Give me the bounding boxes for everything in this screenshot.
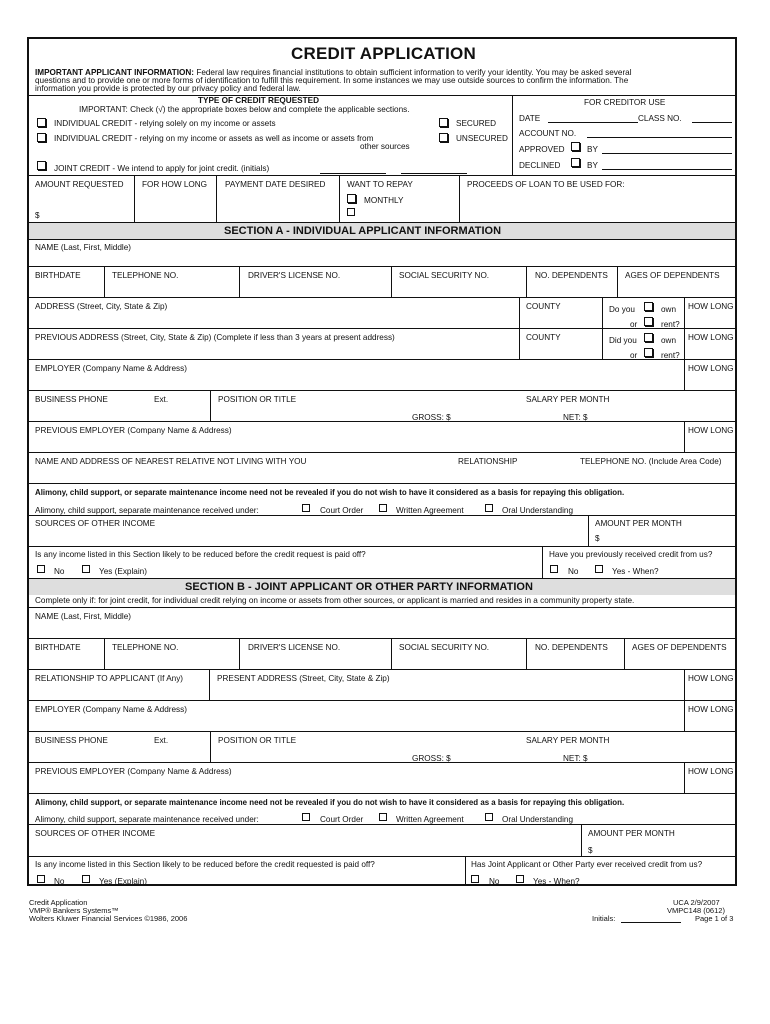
a-net-label: NET: $ <box>563 413 588 422</box>
a-written-agreement-checkbox[interactable] <box>379 504 387 512</box>
a-prev-address-label: PREVIOUS ADDRESS (Street, City, State & Zip) (Complete if less than 3 years at present address) <box>35 333 395 342</box>
a-received-under-label: Alimony, child support, separate maintenance received under: <box>35 506 259 515</box>
section-b-heading: SECTION B - JOINT APPLICANT OR OTHER PARTY INFORMATION <box>185 581 533 593</box>
other-sources-label: other sources <box>360 142 410 151</box>
b-relationship-label: RELATIONSHIP TO APPLICANT (If Any) <box>35 674 184 683</box>
joint-credit-checkbox[interactable] <box>37 161 46 170</box>
b-prev-credit-no-label: No <box>489 877 500 886</box>
footer-initials-field[interactable] <box>621 922 681 923</box>
b-telephone-label: TELEPHONE NO. <box>112 643 179 652</box>
b-prev-employer-how-long-label: HOW LONG <box>688 767 734 776</box>
a-position-label: POSITION OR TITLE <box>218 395 297 404</box>
form-title: CREDIT APPLICATION <box>291 44 476 63</box>
footer-form-code: VMPC148 (0612) <box>667 906 725 915</box>
b-note: Complete only if: for joint credit, for individual credit relying on income or assets from other sources, or applicant is married and resides in a community property state. <box>35 596 635 605</box>
a-rent-label: rent? <box>661 320 680 329</box>
a-employer-label: EMPLOYER (Company Name & Address) <box>35 364 187 373</box>
declined-label: DECLINED <box>519 161 561 170</box>
a-prev-or-label: or <box>630 351 638 360</box>
monthly-label: MONTHLY <box>364 196 404 205</box>
a-other-income-label: SOURCES OF OTHER INCOME <box>35 519 156 528</box>
credit-application-form <box>27 37 737 886</box>
a-prev-employer-label: PREVIOUS EMPLOYER (Company Name & Address) <box>35 426 232 435</box>
want-to-repay-label: WANT TO REPAY <box>347 180 413 189</box>
footer-version-date: UCA 2/9/2007 <box>673 898 720 907</box>
a-address-label: ADDRESS (Street, City, State & Zip) <box>35 302 168 311</box>
amount-requested-label: AMOUNT REQUESTED <box>35 180 124 189</box>
approved-by-field[interactable] <box>602 153 732 154</box>
initials-field-1[interactable] <box>320 173 386 174</box>
creditor-use-heading: FOR CREDITOR USE <box>584 98 666 107</box>
a-reduced-no-checkbox[interactable] <box>37 565 45 573</box>
approved-by-label: BY <box>587 145 598 154</box>
footer-publisher: VMP® Bankers Systems™ <box>29 906 119 915</box>
b-received-under-label: Alimony, child support, separate maintenance received under: <box>35 815 259 824</box>
b-prev-credit-yes-checkbox[interactable] <box>516 875 524 883</box>
date-field[interactable] <box>548 122 638 123</box>
a-birthdate-label: BIRTHDATE <box>35 271 81 280</box>
declined-checkbox[interactable] <box>571 158 580 167</box>
secured-label: SECURED <box>456 119 497 128</box>
b-address-how-long-label: HOW LONG <box>688 674 734 683</box>
a-reduced-yes-checkbox[interactable] <box>82 565 90 573</box>
a-gross-label: GROSS: $ <box>412 413 451 422</box>
date-label: DATE <box>519 114 541 123</box>
a-court-order-label: Court Order <box>320 506 364 515</box>
a-business-phone-label: BUSINESS PHONE <box>35 395 108 404</box>
b-reduced-question: Is any income listed in this Section likely to be reduced before the credit requested is paid off? <box>35 860 375 869</box>
declined-by-field[interactable] <box>602 169 732 170</box>
a-reduced-question: Is any income listed in this Section likely to be reduced before the credit request is paid off? <box>35 550 366 559</box>
b-prev-credit-yes-label: Yes - When? <box>533 877 580 886</box>
footer-page-number: Page 1 of 3 <box>695 914 734 923</box>
declined-by-label: BY <box>587 161 598 170</box>
b-reduced-yes-checkbox[interactable] <box>82 875 90 883</box>
a-prev-credit-no-label: No <box>568 567 579 576</box>
unsecured-checkbox[interactable] <box>439 133 448 142</box>
b-employer-label: EMPLOYER (Company Name & Address) <box>35 705 187 714</box>
a-dependents-label: NO. DEPENDENTS <box>535 271 608 280</box>
a-prev-how-long-label: HOW LONG <box>688 333 734 342</box>
a-did-you-label: Did you <box>609 336 637 345</box>
footer-copyright: Wolters Kluwer Financial Services ©1986, 2006 <box>29 914 188 923</box>
a-employer-how-long-label: HOW LONG <box>688 364 734 373</box>
a-relationship-label: RELATIONSHIP <box>458 457 518 466</box>
b-reduced-yes-label: Yes (Explain) <box>99 877 147 886</box>
amount-requested-dollar: $ <box>35 211 40 220</box>
footer-form-name: Credit Application <box>29 898 88 907</box>
a-prev-employer-how-long-label: HOW LONG <box>688 426 734 435</box>
class-no-field[interactable] <box>692 122 732 123</box>
type-of-credit-instruction: IMPORTANT: Check (√) the appropriate boxes below and complete the applicable sections. <box>79 105 410 114</box>
individual-sole-label: INDIVIDUAL CREDIT - relying solely on my income or assets <box>54 119 276 128</box>
a-or-label: or <box>630 320 638 329</box>
individual-sole-checkbox[interactable] <box>37 118 46 127</box>
a-prev-rent-label: rent? <box>661 351 680 360</box>
a-relative-label: NAME AND ADDRESS OF NEAREST RELATIVE NOT LIVING WITH YOU <box>35 457 307 466</box>
b-name-label: NAME (Last, First, Middle) <box>35 612 131 621</box>
b-position-label: POSITION OR TITLE <box>218 736 297 745</box>
a-prev-own-checkbox[interactable] <box>644 333 653 342</box>
b-court-order-label: Court Order <box>320 815 364 824</box>
b-net-label: NET: $ <box>563 754 588 763</box>
b-prev-credit-question: Has Joint Applicant or Other Party ever received credit from us? <box>471 860 703 869</box>
account-no-field[interactable] <box>587 137 732 138</box>
a-oral-understanding-checkbox[interactable] <box>485 504 493 512</box>
a-reduced-no-label: No <box>54 567 65 576</box>
individual-other-checkbox[interactable] <box>37 133 46 142</box>
monthly-checkbox[interactable] <box>347 194 356 203</box>
a-relative-phone-label: TELEPHONE NO. (Include Area Code) <box>580 457 722 466</box>
a-prev-credit-question: Have you previously received credit from us? <box>549 550 713 559</box>
notice-line-2: questions and to provide one or more forms of identification to fulfill this requirement. In some instances we may use outside sources to confirm the information. The <box>35 76 629 85</box>
a-written-agreement-label: Written Agreement <box>396 506 464 515</box>
b-amount-month-dollar: $ <box>588 846 593 855</box>
a-how-long-label: HOW LONG <box>688 302 734 311</box>
a-prev-credit-no-checkbox[interactable] <box>550 565 558 573</box>
individual-other-label: INDIVIDUAL CREDIT - relying on my income or assets as well as income or assets from <box>54 134 374 143</box>
a-court-order-checkbox[interactable] <box>302 504 310 512</box>
b-other-income-label: SOURCES OF OTHER INCOME <box>35 829 156 838</box>
approved-label: APPROVED <box>519 145 565 154</box>
a-amount-month-dollar: $ <box>595 534 600 543</box>
initials-field-2[interactable] <box>401 173 467 174</box>
proceeds-label: PROCEEDS OF LOAN TO BE USED FOR: <box>467 180 625 189</box>
a-rent-checkbox[interactable] <box>644 317 653 326</box>
a-reduced-yes-label: Yes (Explain) <box>99 567 147 576</box>
b-amount-month-label: AMOUNT PER MONTH <box>588 829 675 838</box>
a-prev-county-label: COUNTY <box>526 333 561 342</box>
a-own-checkbox[interactable] <box>644 302 653 311</box>
b-business-phone-label: BUSINESS PHONE <box>35 736 108 745</box>
a-amount-month-label: AMOUNT PER MONTH <box>595 519 682 528</box>
how-long-label: FOR HOW LONG <box>142 180 208 189</box>
b-salary-label: SALARY PER MONTH <box>526 736 610 745</box>
b-dependents-label: NO. DEPENDENTS <box>535 643 608 652</box>
b-employer-how-long-label: HOW LONG <box>688 705 734 714</box>
b-reduced-no-label: No <box>54 877 65 886</box>
a-ext-label: Ext. <box>154 395 169 404</box>
b-ages-label: AGES OF DEPENDENTS <box>632 643 727 652</box>
a-name-label: NAME (Last, First, Middle) <box>35 243 131 252</box>
b-birthdate-label: BIRTHDATE <box>35 643 81 652</box>
payment-date-label: PAYMENT DATE DESIRED <box>225 180 326 189</box>
a-prev-credit-yes-checkbox[interactable] <box>595 565 603 573</box>
a-prev-credit-yes-label: Yes - When? <box>612 567 659 576</box>
a-prev-own-label: own <box>661 336 677 345</box>
b-written-agreement-label: Written Agreement <box>396 815 464 824</box>
a-ssn-label: SOCIAL SECURITY NO. <box>399 271 490 280</box>
joint-credit-label: JOINT CREDIT - We intend to apply for joint credit. (initials) <box>54 164 270 173</box>
a-oral-understanding-label: Oral Understanding <box>502 506 573 515</box>
notice-line-3: information you provide is protected by our privacy policy and federal law. <box>35 84 301 93</box>
footer-initials-label: Initials: <box>592 914 616 923</box>
b-license-label: DRIVER'S LICENSE NO. <box>248 643 341 652</box>
class-no-label: CLASS NO. <box>638 114 682 123</box>
a-license-label: DRIVER'S LICENSE NO. <box>248 271 341 280</box>
repay-other-checkbox[interactable] <box>347 208 355 216</box>
unsecured-label: UNSECURED <box>456 134 508 143</box>
account-no-label: ACCOUNT NO. <box>519 129 577 138</box>
a-own-label: own <box>661 305 677 314</box>
a-telephone-label: TELEPHONE NO. <box>112 271 179 280</box>
a-alimony-notice: Alimony, child support, or separate maintenance income need not be revealed if you do not wish to have it considered as a basis for repaying this obligation. <box>35 488 625 497</box>
a-prev-rent-checkbox[interactable] <box>644 348 653 357</box>
approved-checkbox[interactable] <box>571 142 580 151</box>
b-alimony-notice: Alimony, child support, or separate maintenance income need not be revealed if you do not wish to have it considered as a basis for repaying this obligation. <box>35 798 625 807</box>
b-reduced-no-checkbox[interactable] <box>37 875 45 883</box>
b-oral-understanding-label: Oral Understanding <box>502 815 573 824</box>
a-county-label: COUNTY <box>526 302 561 311</box>
secured-checkbox[interactable] <box>439 118 448 127</box>
b-present-address-label: PRESENT ADDRESS (Street, City, State & Zip) <box>217 674 390 683</box>
b-prev-employer-label: PREVIOUS EMPLOYER (Company Name & Address) <box>35 767 232 776</box>
a-salary-label: SALARY PER MONTH <box>526 395 610 404</box>
b-prev-credit-no-checkbox[interactable] <box>471 875 479 883</box>
b-ext-label: Ext. <box>154 736 169 745</box>
b-ssn-label: SOCIAL SECURITY NO. <box>399 643 490 652</box>
a-ages-label: AGES OF DEPENDENTS <box>625 271 720 280</box>
a-do-you-label: Do you <box>609 305 635 314</box>
type-of-credit-heading: TYPE OF CREDIT REQUESTED <box>198 96 320 105</box>
notice-line-1: IMPORTANT APPLICANT INFORMATION: Federal law requires financial institutions to obtain sufficient information to verify your identity. You may be asked several <box>35 68 632 77</box>
b-written-agreement-checkbox[interactable] <box>379 813 387 821</box>
b-oral-understanding-checkbox[interactable] <box>485 813 493 821</box>
b-gross-label: GROSS: $ <box>412 754 451 763</box>
section-a-heading: SECTION A - INDIVIDUAL APPLICANT INFORMATION <box>224 225 502 237</box>
b-court-order-checkbox[interactable] <box>302 813 310 821</box>
